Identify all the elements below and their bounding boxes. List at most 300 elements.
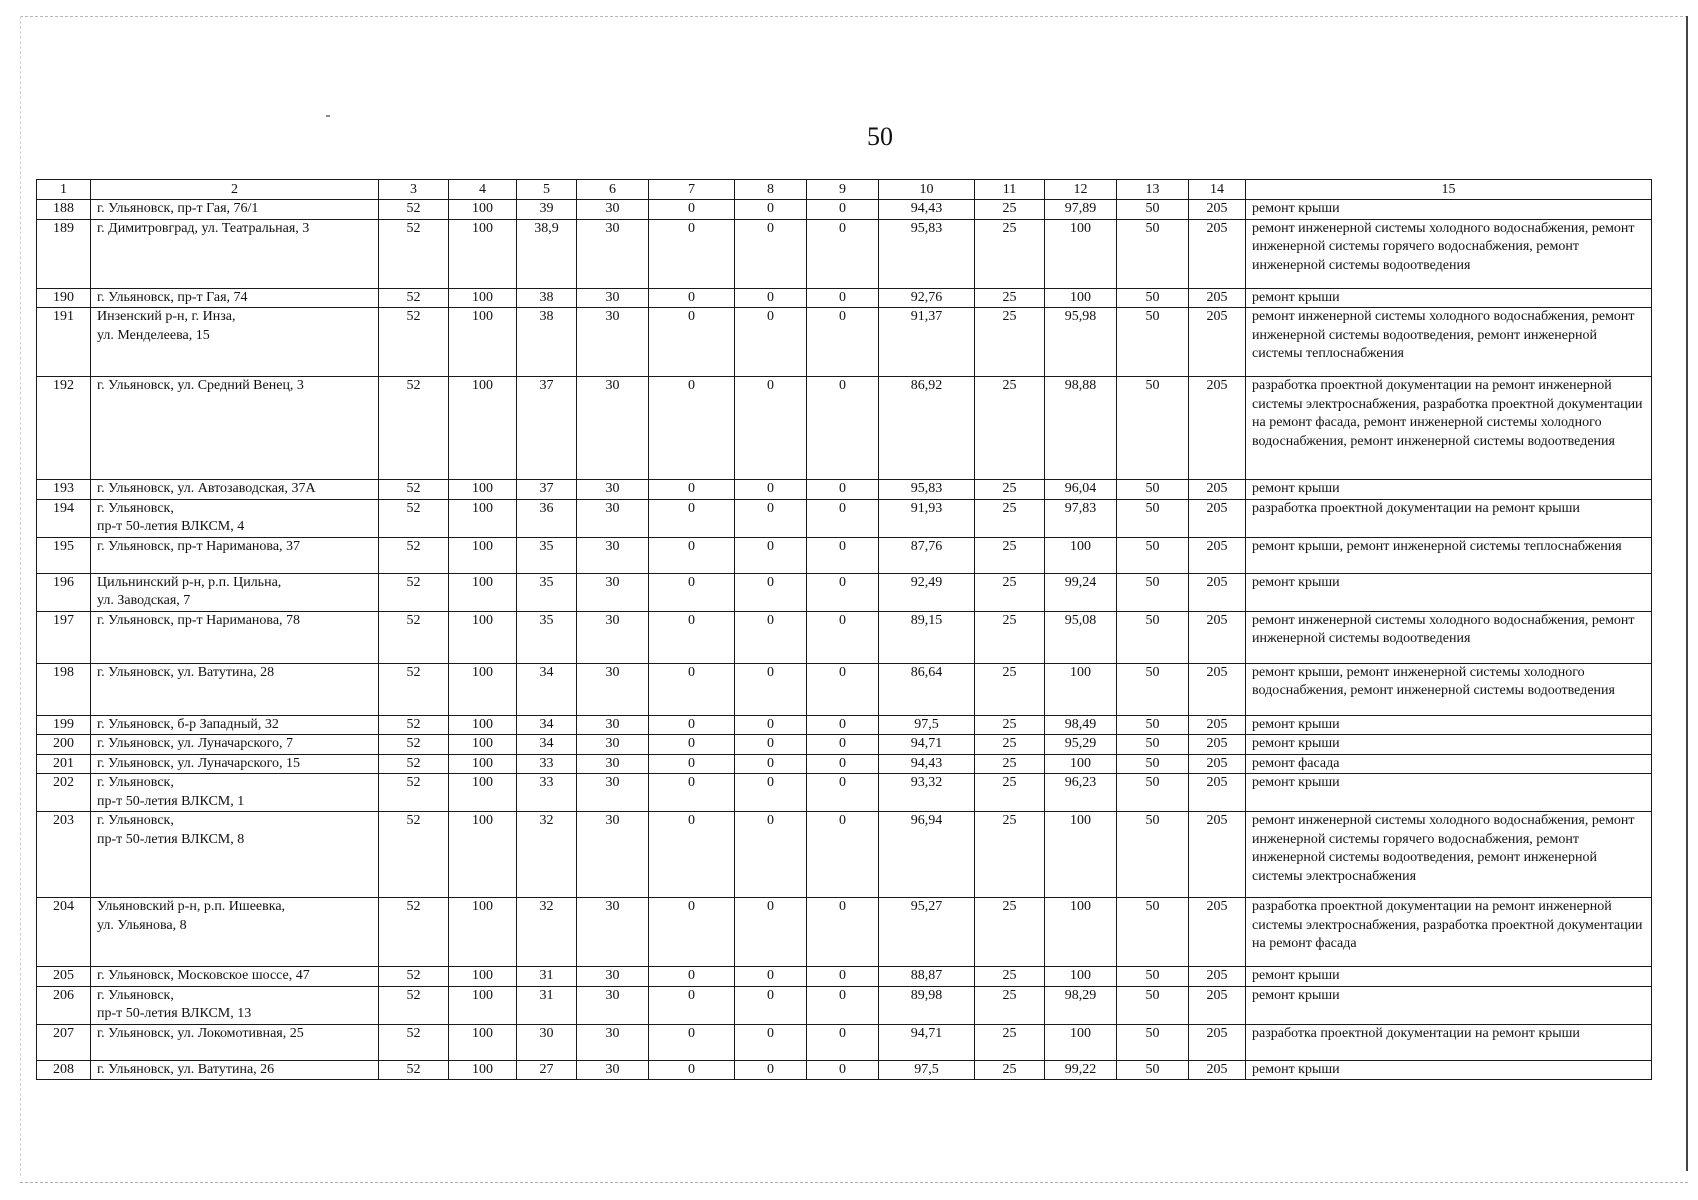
value-cell: 205 [1189,967,1246,987]
value-cell: 98,49 [1045,715,1117,735]
value-cell: 97,89 [1045,200,1117,220]
value-cell: 205 [1189,986,1246,1024]
table-row [37,967,1652,987]
value-cell: 0 [649,1024,735,1060]
value-cell: 205 [1189,754,1246,774]
value-cell: 91,93 [879,499,975,537]
table-row [37,573,1652,611]
value-cell: 0 [649,200,735,220]
address-cell: г. Ульяновск, ул. Ватутина, 26 [91,1060,379,1080]
works-cell: разработка проектной документации на ремонт инженерной системы электроснабжения, разработка проектной документации на ремонт фасада, ремонт инженерной системы холодного водоснабжения, ремонт инженерной системы водоотведения [1246,377,1652,480]
address-cell: г. Ульяновск, пр-т 50-летия ВЛКСМ, 4 [91,499,379,537]
value-cell: 52 [379,967,449,987]
row-number-cell: 195 [37,537,91,573]
value-cell: 30 [577,898,649,967]
value-cell: 100 [449,219,517,288]
value-cell: 52 [379,898,449,967]
row-number-cell: 207 [37,1024,91,1060]
value-cell: 205 [1189,480,1246,500]
value-cell: 100 [1045,967,1117,987]
value-cell: 25 [975,1060,1045,1080]
value-cell: 205 [1189,735,1246,755]
value-cell: 88,87 [879,967,975,987]
table-body [37,200,1652,1080]
value-cell: 100 [449,898,517,967]
value-cell: 205 [1189,200,1246,220]
address-cell: Инзенский р-н, г. Инза, ул. Менделеева, 15 [91,308,379,377]
works-cell: ремонт крыши [1246,288,1652,308]
value-cell: 89,15 [879,611,975,663]
value-cell: 30 [517,1024,577,1060]
value-cell: 0 [649,967,735,987]
value-cell: 100 [449,812,517,898]
row-number-cell: 197 [37,611,91,663]
value-cell: 50 [1117,537,1189,573]
value-cell: 0 [807,1060,879,1080]
value-cell: 205 [1189,812,1246,898]
value-cell: 0 [807,1024,879,1060]
value-cell: 30 [577,1024,649,1060]
value-cell: 0 [735,735,807,755]
works-cell: ремонт инженерной системы холодного водоснабжения, ремонт инженерной системы водоотведения [1246,611,1652,663]
value-cell: 92,49 [879,573,975,611]
works-cell: разработка проектной документации на ремонт инженерной системы электроснабжения, разработка проектной документации на ремонт фасада [1246,898,1652,967]
value-cell: 30 [577,573,649,611]
value-cell: 0 [735,308,807,377]
value-cell: 30 [577,200,649,220]
table-row [37,774,1652,812]
value-cell: 25 [975,1024,1045,1060]
value-cell: 0 [649,480,735,500]
value-cell: 95,83 [879,219,975,288]
value-cell: 50 [1117,480,1189,500]
value-cell: 100 [1045,288,1117,308]
value-cell: 25 [975,377,1045,480]
value-cell: 100 [449,377,517,480]
value-cell: 36 [517,499,577,537]
works-cell: ремонт крыши [1246,715,1652,735]
value-cell: 50 [1117,308,1189,377]
value-cell: 35 [517,611,577,663]
value-cell: 100 [1045,1024,1117,1060]
value-cell: 0 [807,967,879,987]
value-cell: 100 [449,1024,517,1060]
table-row [37,754,1652,774]
value-cell: 38 [517,308,577,377]
value-cell: 50 [1117,715,1189,735]
row-number-cell: 203 [37,812,91,898]
value-cell: 50 [1117,812,1189,898]
value-cell: 30 [577,735,649,755]
address-cell: г. Ульяновск, пр-т 50-летия ВЛКСМ, 13 [91,986,379,1024]
value-cell: 38 [517,288,577,308]
value-cell: 25 [975,715,1045,735]
scan-speck [326,115,330,117]
row-number-cell: 199 [37,715,91,735]
value-cell: 0 [807,774,879,812]
value-cell: 100 [449,986,517,1024]
value-cell: 97,5 [879,1060,975,1080]
value-cell: 33 [517,754,577,774]
value-cell: 34 [517,715,577,735]
value-cell: 30 [577,377,649,480]
value-cell: 0 [807,611,879,663]
value-cell: 100 [1045,663,1117,715]
row-number-cell: 205 [37,967,91,987]
value-cell: 0 [649,573,735,611]
column-header: 8 [735,180,807,200]
value-cell: 50 [1117,573,1189,611]
value-cell: 34 [517,735,577,755]
value-cell: 25 [975,480,1045,500]
value-cell: 0 [807,499,879,537]
value-cell: 0 [649,499,735,537]
value-cell: 30 [577,611,649,663]
address-cell: г. Ульяновск, Московское шоссе, 47 [91,967,379,987]
value-cell: 0 [735,288,807,308]
value-cell: 100 [1045,898,1117,967]
table-row [37,663,1652,715]
row-number-cell: 192 [37,377,91,480]
value-cell: 100 [1045,219,1117,288]
table-row [37,499,1652,537]
value-cell: 98,29 [1045,986,1117,1024]
value-cell: 0 [735,1024,807,1060]
works-cell: ремонт крыши, ремонт инженерной системы холодного водоснабжения, ремонт инженерной системы водоотведения [1246,663,1652,715]
page-number: 50 [867,122,893,151]
table-row [37,537,1652,573]
value-cell: 50 [1117,499,1189,537]
value-cell: 39 [517,200,577,220]
value-cell: 95,83 [879,480,975,500]
table-row [37,898,1652,967]
value-cell: 96,23 [1045,774,1117,812]
address-cell: г. Ульяновск, ул. Автозаводская, 37А [91,480,379,500]
value-cell: 95,27 [879,898,975,967]
value-cell: 0 [807,986,879,1024]
value-cell: 0 [735,986,807,1024]
value-cell: 30 [577,812,649,898]
row-number-cell: 189 [37,219,91,288]
value-cell: 100 [449,1060,517,1080]
value-cell: 30 [577,754,649,774]
value-cell: 30 [577,288,649,308]
value-cell: 50 [1117,288,1189,308]
value-cell: 86,92 [879,377,975,480]
column-header: 6 [577,180,649,200]
value-cell: 0 [807,812,879,898]
value-cell: 52 [379,499,449,537]
value-cell: 100 [449,715,517,735]
value-cell: 52 [379,735,449,755]
value-cell: 0 [649,715,735,735]
row-number-cell: 200 [37,735,91,755]
value-cell: 94,43 [879,754,975,774]
value-cell: 0 [807,219,879,288]
value-cell: 0 [807,663,879,715]
works-cell: ремонт инженерной системы холодного водоснабжения, ремонт инженерной системы горячего водоснабжения, ремонт инженерной системы водоотведения [1246,219,1652,288]
value-cell: 0 [735,774,807,812]
value-cell: 100 [449,774,517,812]
value-cell: 0 [735,715,807,735]
value-cell: 37 [517,480,577,500]
value-cell: 52 [379,1024,449,1060]
page-edge-bottom [20,1182,1688,1183]
value-cell: 30 [577,537,649,573]
works-cell: ремонт инженерной системы холодного водоснабжения, ремонт инженерной системы водоотведения, ремонт инженерной системы теплоснабжения [1246,308,1652,377]
table-row [37,1024,1652,1060]
value-cell: 94,71 [879,1024,975,1060]
address-cell: г. Ульяновск, ул. Средний Венец, 3 [91,377,379,480]
row-number-cell: 198 [37,663,91,715]
value-cell: 97,83 [1045,499,1117,537]
value-cell: 93,32 [879,774,975,812]
value-cell: 0 [649,754,735,774]
value-cell: 100 [449,499,517,537]
value-cell: 96,04 [1045,480,1117,500]
value-cell: 100 [449,754,517,774]
value-cell: 52 [379,219,449,288]
value-cell: 30 [577,219,649,288]
value-cell: 0 [807,735,879,755]
value-cell: 100 [449,480,517,500]
value-cell: 0 [735,754,807,774]
row-number-cell: 204 [37,898,91,967]
value-cell: 0 [735,812,807,898]
column-header: 15 [1246,180,1652,200]
value-cell: 52 [379,288,449,308]
works-cell: ремонт крыши [1246,967,1652,987]
column-header: 4 [449,180,517,200]
works-cell: ремонт инженерной системы холодного водоснабжения, ремонт инженерной системы горячего водоснабжения, ремонт инженерной системы водоотведения, ремонт инженерной системы электроснабжения [1246,812,1652,898]
value-cell: 30 [577,480,649,500]
column-header: 10 [879,180,975,200]
value-cell: 0 [649,898,735,967]
value-cell: 0 [649,308,735,377]
value-cell: 0 [649,288,735,308]
value-cell: 0 [807,377,879,480]
value-cell: 0 [735,200,807,220]
table-row [37,986,1652,1024]
value-cell: 52 [379,200,449,220]
value-cell: 25 [975,986,1045,1024]
value-cell: 50 [1117,377,1189,480]
row-number-cell: 196 [37,573,91,611]
table-row [37,812,1652,898]
address-cell: Ульяновский р-н, р.п. Ишеевка, ул. Ульянова, 8 [91,898,379,967]
value-cell: 0 [649,377,735,480]
address-cell: г. Ульяновск, пр-т Гая, 76/1 [91,200,379,220]
row-number-cell: 194 [37,499,91,537]
works-cell: ремонт крыши [1246,573,1652,611]
value-cell: 205 [1189,537,1246,573]
value-cell: 0 [807,715,879,735]
value-cell: 205 [1189,377,1246,480]
value-cell: 32 [517,812,577,898]
value-cell: 50 [1117,219,1189,288]
value-cell: 0 [649,812,735,898]
value-cell: 50 [1117,611,1189,663]
value-cell: 100 [449,967,517,987]
value-cell: 35 [517,537,577,573]
value-cell: 205 [1189,715,1246,735]
column-header: 5 [517,180,577,200]
value-cell: 52 [379,774,449,812]
value-cell: 205 [1189,308,1246,377]
value-cell: 50 [1117,1024,1189,1060]
value-cell: 0 [649,774,735,812]
value-cell: 205 [1189,663,1246,715]
address-cell: г. Димитровград, ул. Театральная, 3 [91,219,379,288]
value-cell: 0 [807,480,879,500]
value-cell: 205 [1189,219,1246,288]
value-cell: 100 [449,573,517,611]
page-edge-left [20,16,21,1176]
value-cell: 205 [1189,1060,1246,1080]
value-cell: 52 [379,663,449,715]
works-cell: ремонт крыши [1246,986,1652,1024]
register-table [36,179,1652,1080]
value-cell: 25 [975,288,1045,308]
table-row [37,288,1652,308]
value-cell: 37 [517,377,577,480]
value-cell: 0 [735,377,807,480]
value-cell: 87,76 [879,537,975,573]
value-cell: 31 [517,986,577,1024]
column-header: 11 [975,180,1045,200]
value-cell: 52 [379,611,449,663]
works-cell: ремонт крыши [1246,480,1652,500]
value-cell: 52 [379,715,449,735]
value-cell: 25 [975,812,1045,898]
value-cell: 100 [1045,812,1117,898]
value-cell: 100 [449,288,517,308]
value-cell: 32 [517,898,577,967]
table-row [37,1060,1652,1080]
value-cell: 50 [1117,986,1189,1024]
value-cell: 30 [577,308,649,377]
value-cell: 0 [649,735,735,755]
value-cell: 0 [649,219,735,288]
value-cell: 30 [577,986,649,1024]
value-cell: 205 [1189,573,1246,611]
value-cell: 25 [975,611,1045,663]
works-cell: ремонт крыши, ремонт инженерной системы теплоснабжения [1246,537,1652,573]
row-number-cell: 202 [37,774,91,812]
value-cell: 92,76 [879,288,975,308]
value-cell: 0 [735,663,807,715]
value-cell: 0 [807,573,879,611]
value-cell: 25 [975,735,1045,755]
row-number-cell: 201 [37,754,91,774]
value-cell: 100 [449,735,517,755]
value-cell: 50 [1117,1060,1189,1080]
value-cell: 205 [1189,898,1246,967]
value-cell: 30 [577,499,649,537]
value-cell: 33 [517,774,577,812]
works-cell: разработка проектной документации на ремонт крыши [1246,1024,1652,1060]
row-number-cell: 193 [37,480,91,500]
header-row [37,180,1652,200]
value-cell: 52 [379,573,449,611]
value-cell: 205 [1189,1024,1246,1060]
column-header: 1 [37,180,91,200]
value-cell: 0 [735,480,807,500]
value-cell: 25 [975,308,1045,377]
table-row [37,200,1652,220]
table-row [37,377,1652,480]
value-cell: 25 [975,967,1045,987]
table-row [37,480,1652,500]
works-cell: ремонт крыши [1246,1060,1652,1080]
value-cell: 25 [975,754,1045,774]
value-cell: 95,08 [1045,611,1117,663]
value-cell: 0 [735,573,807,611]
page-edge-right [1686,16,1688,1171]
column-header: 3 [379,180,449,200]
address-cell: г. Ульяновск, б-р Западный, 32 [91,715,379,735]
value-cell: 52 [379,537,449,573]
value-cell: 50 [1117,774,1189,812]
value-cell: 0 [735,219,807,288]
table-row [37,735,1652,755]
works-cell: ремонт крыши [1246,735,1652,755]
value-cell: 30 [577,715,649,735]
value-cell: 205 [1189,611,1246,663]
value-cell: 89,98 [879,986,975,1024]
address-cell: г. Ульяновск, ул. Локомотивная, 25 [91,1024,379,1060]
value-cell: 50 [1117,898,1189,967]
value-cell: 95,29 [1045,735,1117,755]
value-cell: 0 [807,754,879,774]
address-cell: г. Ульяновск, ул. Луначарского, 7 [91,735,379,755]
value-cell: 31 [517,967,577,987]
value-cell: 97,5 [879,715,975,735]
address-cell: г. Ульяновск, ул. Луначарского, 15 [91,754,379,774]
value-cell: 34 [517,663,577,715]
table-row [37,715,1652,735]
row-number-cell: 190 [37,288,91,308]
value-cell: 25 [975,499,1045,537]
value-cell: 30 [577,1060,649,1080]
value-cell: 0 [807,288,879,308]
value-cell: 52 [379,480,449,500]
value-cell: 0 [649,611,735,663]
value-cell: 205 [1189,774,1246,812]
column-header: 2 [91,180,379,200]
works-cell: ремонт крыши [1246,774,1652,812]
value-cell: 0 [649,1060,735,1080]
page-edge-top [20,16,1688,17]
value-cell: 0 [735,611,807,663]
value-cell: 0 [735,898,807,967]
value-cell: 100 [449,663,517,715]
value-cell: 100 [449,537,517,573]
value-cell: 0 [735,537,807,573]
value-cell: 100 [1045,537,1117,573]
value-cell: 27 [517,1060,577,1080]
value-cell: 30 [577,663,649,715]
value-cell: 25 [975,537,1045,573]
value-cell: 99,22 [1045,1060,1117,1080]
works-cell: разработка проектной документации на ремонт крыши [1246,499,1652,537]
table-row [37,611,1652,663]
value-cell: 0 [735,1060,807,1080]
value-cell: 35 [517,573,577,611]
value-cell: 0 [807,537,879,573]
row-number-cell: 208 [37,1060,91,1080]
works-cell: ремонт фасада [1246,754,1652,774]
